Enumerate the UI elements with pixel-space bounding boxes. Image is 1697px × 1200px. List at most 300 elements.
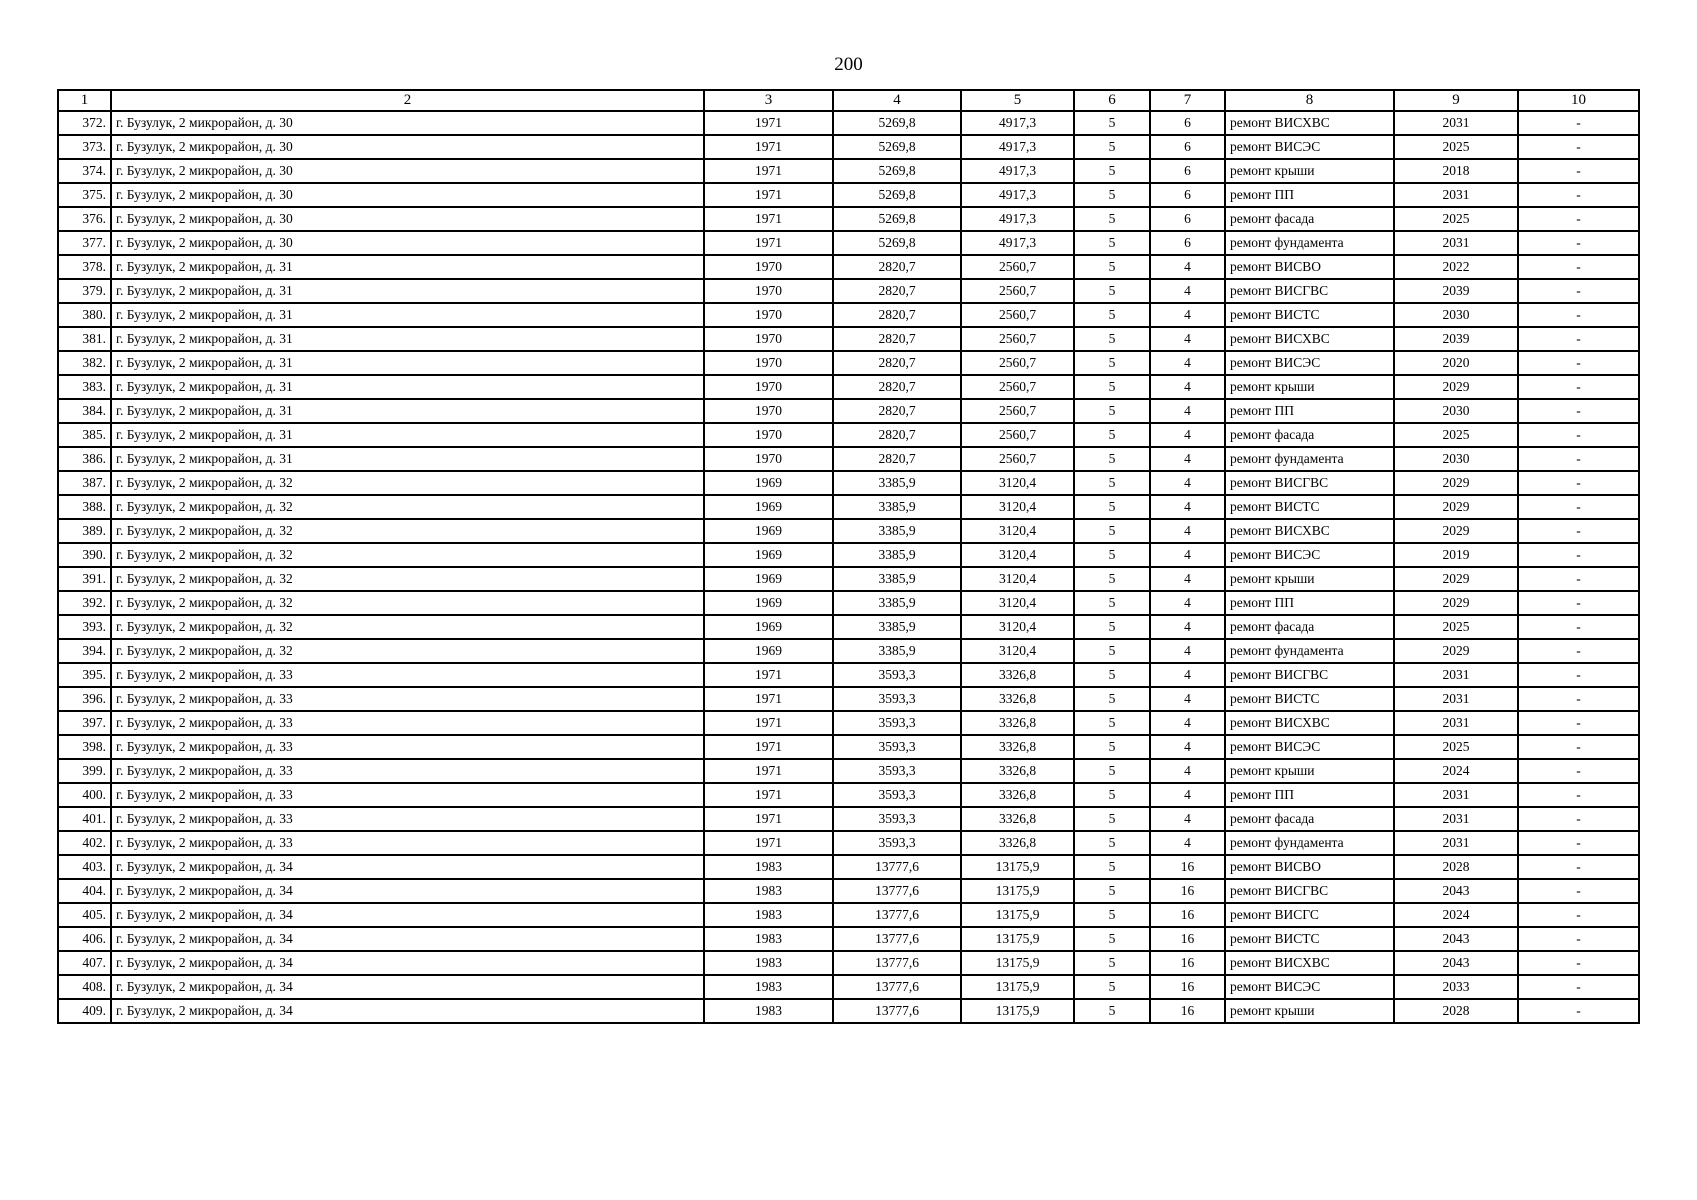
floors-cell: 5 bbox=[1074, 135, 1150, 159]
work-type-cell: ремонт фасада bbox=[1225, 615, 1394, 639]
entrances-cell: 16 bbox=[1150, 951, 1225, 975]
table-header-row bbox=[58, 90, 1639, 111]
living-area-cell: 2560,7 bbox=[961, 279, 1074, 303]
address-cell: г. Бузулук, 2 микрорайон, д. 32 bbox=[111, 519, 704, 543]
planned-year-cell: 2020 bbox=[1394, 351, 1518, 375]
row-number-cell: 382. bbox=[58, 351, 111, 375]
table-row bbox=[58, 135, 1639, 159]
living-area-cell: 2560,7 bbox=[961, 327, 1074, 351]
row-number-cell: 386. bbox=[58, 447, 111, 471]
planned-year-cell: 2039 bbox=[1394, 327, 1518, 351]
total-area-cell: 13777,6 bbox=[833, 951, 961, 975]
year-built-cell: 1970 bbox=[704, 399, 833, 423]
row-number-cell: 392. bbox=[58, 591, 111, 615]
address-cell: г. Бузулук, 2 микрорайон, д. 32 bbox=[111, 471, 704, 495]
column-10-cell: - bbox=[1518, 351, 1639, 375]
floors-cell: 5 bbox=[1074, 879, 1150, 903]
entrances-cell: 4 bbox=[1150, 279, 1225, 303]
total-area-cell: 3385,9 bbox=[833, 591, 961, 615]
work-type-cell: ремонт ВИСТС bbox=[1225, 687, 1394, 711]
work-type-cell: ремонт ПП bbox=[1225, 183, 1394, 207]
address-cell: г. Бузулук, 2 микрорайон, д. 30 bbox=[111, 231, 704, 255]
planned-year-cell: 2029 bbox=[1394, 471, 1518, 495]
address-cell: г. Бузулук, 2 микрорайон, д. 31 bbox=[111, 255, 704, 279]
total-area-cell: 5269,8 bbox=[833, 111, 961, 135]
entrances-cell: 4 bbox=[1150, 495, 1225, 519]
planned-year-cell: 2030 bbox=[1394, 399, 1518, 423]
table-row bbox=[58, 255, 1639, 279]
entrances-cell: 6 bbox=[1150, 207, 1225, 231]
row-number-cell: 385. bbox=[58, 423, 111, 447]
column-10-cell: - bbox=[1518, 855, 1639, 879]
row-number-cell: 378. bbox=[58, 255, 111, 279]
table-row bbox=[58, 903, 1639, 927]
total-area-cell: 13777,6 bbox=[833, 879, 961, 903]
entrances-cell: 16 bbox=[1150, 999, 1225, 1023]
table-row bbox=[58, 687, 1639, 711]
living-area-cell: 4917,3 bbox=[961, 231, 1074, 255]
total-area-cell: 3385,9 bbox=[833, 639, 961, 663]
total-area-cell: 2820,7 bbox=[833, 447, 961, 471]
year-built-cell: 1969 bbox=[704, 567, 833, 591]
year-built-cell: 1969 bbox=[704, 519, 833, 543]
work-type-cell: ремонт ВИСЭС bbox=[1225, 135, 1394, 159]
planned-year-cell: 2030 bbox=[1394, 447, 1518, 471]
column-10-cell: - bbox=[1518, 159, 1639, 183]
floors-cell: 5 bbox=[1074, 351, 1150, 375]
year-built-cell: 1983 bbox=[704, 951, 833, 975]
table-row bbox=[58, 351, 1639, 375]
column-10-cell: - bbox=[1518, 255, 1639, 279]
work-type-cell: ремонт ВИСХВС bbox=[1225, 327, 1394, 351]
living-area-cell: 3326,8 bbox=[961, 735, 1074, 759]
table-row bbox=[58, 855, 1639, 879]
address-cell: г. Бузулук, 2 микрорайон, д. 30 bbox=[111, 183, 704, 207]
total-area-cell: 2820,7 bbox=[833, 423, 961, 447]
address-cell: г. Бузулук, 2 микрорайон, д. 33 bbox=[111, 735, 704, 759]
table-row bbox=[58, 327, 1639, 351]
floors-cell: 5 bbox=[1074, 111, 1150, 135]
row-number-cell: 403. bbox=[58, 855, 111, 879]
living-area-cell: 13175,9 bbox=[961, 975, 1074, 999]
entrances-cell: 16 bbox=[1150, 927, 1225, 951]
planned-year-cell: 2031 bbox=[1394, 111, 1518, 135]
planned-year-cell: 2029 bbox=[1394, 567, 1518, 591]
total-area-cell: 3593,3 bbox=[833, 663, 961, 687]
year-built-cell: 1971 bbox=[704, 183, 833, 207]
entrances-cell: 4 bbox=[1150, 687, 1225, 711]
floors-cell: 5 bbox=[1074, 663, 1150, 687]
work-type-cell: ремонт ПП bbox=[1225, 399, 1394, 423]
year-built-cell: 1971 bbox=[704, 663, 833, 687]
entrances-cell: 4 bbox=[1150, 351, 1225, 375]
column-10-cell: - bbox=[1518, 543, 1639, 567]
entrances-cell: 4 bbox=[1150, 543, 1225, 567]
entrances-cell: 6 bbox=[1150, 183, 1225, 207]
address-cell: г. Бузулук, 2 микрорайон, д. 33 bbox=[111, 783, 704, 807]
living-area-cell: 2560,7 bbox=[961, 375, 1074, 399]
row-number-cell: 394. bbox=[58, 639, 111, 663]
year-built-cell: 1970 bbox=[704, 279, 833, 303]
living-area-cell: 13175,9 bbox=[961, 903, 1074, 927]
row-number-cell: 407. bbox=[58, 951, 111, 975]
column-10-cell: - bbox=[1518, 975, 1639, 999]
work-type-cell: ремонт крыши bbox=[1225, 759, 1394, 783]
column-10-cell: - bbox=[1518, 999, 1639, 1023]
column-10-cell: - bbox=[1518, 663, 1639, 687]
column-header: 9 bbox=[1394, 90, 1518, 111]
entrances-cell: 4 bbox=[1150, 783, 1225, 807]
work-type-cell: ремонт ВИСВО bbox=[1225, 255, 1394, 279]
address-cell: г. Бузулук, 2 микрорайон, д. 33 bbox=[111, 759, 704, 783]
floors-cell: 5 bbox=[1074, 567, 1150, 591]
row-number-cell: 397. bbox=[58, 711, 111, 735]
table-row bbox=[58, 231, 1639, 255]
total-area-cell: 2820,7 bbox=[833, 279, 961, 303]
work-type-cell: ремонт фундамента bbox=[1225, 231, 1394, 255]
address-cell: г. Бузулук, 2 микрорайон, д. 34 bbox=[111, 951, 704, 975]
address-cell: г. Бузулук, 2 микрорайон, д. 31 bbox=[111, 327, 704, 351]
work-type-cell: ремонт ВИСГВС bbox=[1225, 879, 1394, 903]
year-built-cell: 1971 bbox=[704, 111, 833, 135]
work-type-cell: ремонт ВИСХВС bbox=[1225, 951, 1394, 975]
row-number-cell: 409. bbox=[58, 999, 111, 1023]
row-number-cell: 393. bbox=[58, 615, 111, 639]
entrances-cell: 4 bbox=[1150, 447, 1225, 471]
table-row bbox=[58, 303, 1639, 327]
column-10-cell: - bbox=[1518, 183, 1639, 207]
work-type-cell: ремонт ВИСЭС bbox=[1225, 351, 1394, 375]
floors-cell: 5 bbox=[1074, 495, 1150, 519]
year-built-cell: 1969 bbox=[704, 615, 833, 639]
entrances-cell: 4 bbox=[1150, 831, 1225, 855]
address-cell: г. Бузулук, 2 микрорайон, д. 33 bbox=[111, 831, 704, 855]
living-area-cell: 3120,4 bbox=[961, 519, 1074, 543]
year-built-cell: 1970 bbox=[704, 447, 833, 471]
floors-cell: 5 bbox=[1074, 759, 1150, 783]
table-row bbox=[58, 183, 1639, 207]
floors-cell: 5 bbox=[1074, 543, 1150, 567]
column-10-cell: - bbox=[1518, 735, 1639, 759]
row-number-cell: 405. bbox=[58, 903, 111, 927]
planned-year-cell: 2028 bbox=[1394, 999, 1518, 1023]
planned-year-cell: 2033 bbox=[1394, 975, 1518, 999]
living-area-cell: 2560,7 bbox=[961, 399, 1074, 423]
column-10-cell: - bbox=[1518, 207, 1639, 231]
column-10-cell: - bbox=[1518, 519, 1639, 543]
column-10-cell: - bbox=[1518, 495, 1639, 519]
planned-year-cell: 2031 bbox=[1394, 807, 1518, 831]
column-10-cell: - bbox=[1518, 471, 1639, 495]
entrances-cell: 6 bbox=[1150, 135, 1225, 159]
entrances-cell: 16 bbox=[1150, 879, 1225, 903]
column-header: 4 bbox=[833, 90, 961, 111]
floors-cell: 5 bbox=[1074, 951, 1150, 975]
total-area-cell: 3593,3 bbox=[833, 807, 961, 831]
total-area-cell: 13777,6 bbox=[833, 855, 961, 879]
column-10-cell: - bbox=[1518, 831, 1639, 855]
entrances-cell: 4 bbox=[1150, 303, 1225, 327]
entrances-cell: 4 bbox=[1150, 327, 1225, 351]
total-area-cell: 5269,8 bbox=[833, 159, 961, 183]
planned-year-cell: 2043 bbox=[1394, 927, 1518, 951]
year-built-cell: 1970 bbox=[704, 303, 833, 327]
work-type-cell: ремонт крыши bbox=[1225, 159, 1394, 183]
column-10-cell: - bbox=[1518, 711, 1639, 735]
row-number-cell: 379. bbox=[58, 279, 111, 303]
table-row bbox=[58, 447, 1639, 471]
planned-year-cell: 2029 bbox=[1394, 519, 1518, 543]
year-built-cell: 1983 bbox=[704, 999, 833, 1023]
total-area-cell: 2820,7 bbox=[833, 375, 961, 399]
year-built-cell: 1970 bbox=[704, 423, 833, 447]
planned-year-cell: 2043 bbox=[1394, 879, 1518, 903]
row-number-cell: 388. bbox=[58, 495, 111, 519]
planned-year-cell: 2024 bbox=[1394, 759, 1518, 783]
address-cell: г. Бузулук, 2 микрорайон, д. 34 bbox=[111, 999, 704, 1023]
entrances-cell: 6 bbox=[1150, 111, 1225, 135]
living-area-cell: 3326,8 bbox=[961, 759, 1074, 783]
table-row bbox=[58, 663, 1639, 687]
address-cell: г. Бузулук, 2 микрорайон, д. 33 bbox=[111, 807, 704, 831]
total-area-cell: 13777,6 bbox=[833, 927, 961, 951]
column-10-cell: - bbox=[1518, 447, 1639, 471]
column-10-cell: - bbox=[1518, 639, 1639, 663]
floors-cell: 5 bbox=[1074, 975, 1150, 999]
year-built-cell: 1970 bbox=[704, 351, 833, 375]
work-type-cell: ремонт ВИСТС bbox=[1225, 927, 1394, 951]
year-built-cell: 1969 bbox=[704, 591, 833, 615]
row-number-cell: 402. bbox=[58, 831, 111, 855]
work-type-cell: ремонт крыши bbox=[1225, 567, 1394, 591]
table-row bbox=[58, 615, 1639, 639]
entrances-cell: 4 bbox=[1150, 255, 1225, 279]
table-row bbox=[58, 807, 1639, 831]
work-type-cell: ремонт ВИСЭС bbox=[1225, 975, 1394, 999]
total-area-cell: 3593,3 bbox=[833, 831, 961, 855]
table-row bbox=[58, 471, 1639, 495]
year-built-cell: 1983 bbox=[704, 855, 833, 879]
table-row bbox=[58, 591, 1639, 615]
year-built-cell: 1971 bbox=[704, 759, 833, 783]
year-built-cell: 1969 bbox=[704, 495, 833, 519]
year-built-cell: 1971 bbox=[704, 735, 833, 759]
year-built-cell: 1971 bbox=[704, 687, 833, 711]
table-row bbox=[58, 831, 1639, 855]
table-row bbox=[58, 279, 1639, 303]
column-header: 5 bbox=[961, 90, 1074, 111]
table-row bbox=[58, 159, 1639, 183]
planned-year-cell: 2019 bbox=[1394, 543, 1518, 567]
work-type-cell: ремонт фасада bbox=[1225, 423, 1394, 447]
living-area-cell: 3326,8 bbox=[961, 831, 1074, 855]
work-type-cell: ремонт фундамента bbox=[1225, 447, 1394, 471]
floors-cell: 5 bbox=[1074, 183, 1150, 207]
total-area-cell: 13777,6 bbox=[833, 975, 961, 999]
total-area-cell: 3385,9 bbox=[833, 543, 961, 567]
floors-cell: 5 bbox=[1074, 807, 1150, 831]
planned-year-cell: 2031 bbox=[1394, 711, 1518, 735]
address-cell: г. Бузулук, 2 микрорайон, д. 31 bbox=[111, 375, 704, 399]
work-type-cell: ремонт ПП bbox=[1225, 783, 1394, 807]
floors-cell: 5 bbox=[1074, 447, 1150, 471]
address-cell: г. Бузулук, 2 микрорайон, д. 31 bbox=[111, 303, 704, 327]
address-cell: г. Бузулук, 2 микрорайон, д. 34 bbox=[111, 975, 704, 999]
year-built-cell: 1969 bbox=[704, 639, 833, 663]
table-row bbox=[58, 423, 1639, 447]
table-row bbox=[58, 495, 1639, 519]
entrances-cell: 4 bbox=[1150, 615, 1225, 639]
work-type-cell: ремонт крыши bbox=[1225, 999, 1394, 1023]
living-area-cell: 3120,4 bbox=[961, 495, 1074, 519]
address-cell: г. Бузулук, 2 микрорайон, д. 33 bbox=[111, 711, 704, 735]
address-cell: г. Бузулук, 2 микрорайон, д. 34 bbox=[111, 903, 704, 927]
planned-year-cell: 2022 bbox=[1394, 255, 1518, 279]
work-type-cell: ремонт фундамента bbox=[1225, 831, 1394, 855]
column-10-cell: - bbox=[1518, 615, 1639, 639]
entrances-cell: 4 bbox=[1150, 807, 1225, 831]
planned-year-cell: 2039 bbox=[1394, 279, 1518, 303]
planned-year-cell: 2031 bbox=[1394, 663, 1518, 687]
living-area-cell: 4917,3 bbox=[961, 207, 1074, 231]
work-type-cell: ремонт ВИСВО bbox=[1225, 855, 1394, 879]
column-10-cell: - bbox=[1518, 879, 1639, 903]
living-area-cell: 2560,7 bbox=[961, 447, 1074, 471]
year-built-cell: 1971 bbox=[704, 135, 833, 159]
address-cell: г. Бузулук, 2 микрорайон, д. 34 bbox=[111, 879, 704, 903]
entrances-cell: 6 bbox=[1150, 159, 1225, 183]
floors-cell: 5 bbox=[1074, 207, 1150, 231]
floors-cell: 5 bbox=[1074, 591, 1150, 615]
living-area-cell: 2560,7 bbox=[961, 255, 1074, 279]
living-area-cell: 4917,3 bbox=[961, 159, 1074, 183]
year-built-cell: 1971 bbox=[704, 807, 833, 831]
planned-year-cell: 2025 bbox=[1394, 423, 1518, 447]
column-header: 2 bbox=[111, 90, 704, 111]
living-area-cell: 3326,8 bbox=[961, 711, 1074, 735]
row-number-cell: 390. bbox=[58, 543, 111, 567]
floors-cell: 5 bbox=[1074, 903, 1150, 927]
address-cell: г. Бузулук, 2 микрорайон, д. 31 bbox=[111, 447, 704, 471]
total-area-cell: 13777,6 bbox=[833, 903, 961, 927]
address-cell: г. Бузулук, 2 микрорайон, д. 30 bbox=[111, 207, 704, 231]
column-10-cell: - bbox=[1518, 231, 1639, 255]
year-built-cell: 1970 bbox=[704, 255, 833, 279]
total-area-cell: 5269,8 bbox=[833, 183, 961, 207]
floors-cell: 5 bbox=[1074, 831, 1150, 855]
total-area-cell: 2820,7 bbox=[833, 327, 961, 351]
total-area-cell: 3593,3 bbox=[833, 711, 961, 735]
floors-cell: 5 bbox=[1074, 639, 1150, 663]
total-area-cell: 5269,8 bbox=[833, 231, 961, 255]
entrances-cell: 4 bbox=[1150, 735, 1225, 759]
row-number-cell: 395. bbox=[58, 663, 111, 687]
work-type-cell: ремонт ВИСГВС bbox=[1225, 471, 1394, 495]
planned-year-cell: 2031 bbox=[1394, 687, 1518, 711]
planned-year-cell: 2029 bbox=[1394, 639, 1518, 663]
table-row bbox=[58, 111, 1639, 135]
table-row bbox=[58, 519, 1639, 543]
table-row bbox=[58, 879, 1639, 903]
row-number-cell: 384. bbox=[58, 399, 111, 423]
living-area-cell: 13175,9 bbox=[961, 855, 1074, 879]
work-type-cell: ремонт фасада bbox=[1225, 807, 1394, 831]
row-number-cell: 391. bbox=[58, 567, 111, 591]
column-10-cell: - bbox=[1518, 327, 1639, 351]
address-cell: г. Бузулук, 2 микрорайон, д. 32 bbox=[111, 639, 704, 663]
entrances-cell: 4 bbox=[1150, 663, 1225, 687]
address-cell: г. Бузулук, 2 микрорайон, д. 32 bbox=[111, 615, 704, 639]
planned-year-cell: 2030 bbox=[1394, 303, 1518, 327]
entrances-cell: 6 bbox=[1150, 231, 1225, 255]
repair-schedule-table bbox=[57, 89, 1640, 1024]
column-10-cell: - bbox=[1518, 591, 1639, 615]
table-row bbox=[58, 711, 1639, 735]
total-area-cell: 2820,7 bbox=[833, 351, 961, 375]
year-built-cell: 1970 bbox=[704, 327, 833, 351]
column-10-cell: - bbox=[1518, 687, 1639, 711]
year-built-cell: 1971 bbox=[704, 159, 833, 183]
entrances-cell: 16 bbox=[1150, 975, 1225, 999]
living-area-cell: 13175,9 bbox=[961, 879, 1074, 903]
floors-cell: 5 bbox=[1074, 375, 1150, 399]
row-number-cell: 404. bbox=[58, 879, 111, 903]
total-area-cell: 3385,9 bbox=[833, 567, 961, 591]
row-number-cell: 373. bbox=[58, 135, 111, 159]
planned-year-cell: 2024 bbox=[1394, 903, 1518, 927]
living-area-cell: 2560,7 bbox=[961, 423, 1074, 447]
year-built-cell: 1970 bbox=[704, 375, 833, 399]
table-row bbox=[58, 543, 1639, 567]
planned-year-cell: 2029 bbox=[1394, 495, 1518, 519]
column-header: 6 bbox=[1074, 90, 1150, 111]
living-area-cell: 3326,8 bbox=[961, 687, 1074, 711]
planned-year-cell: 2025 bbox=[1394, 735, 1518, 759]
planned-year-cell: 2025 bbox=[1394, 135, 1518, 159]
year-built-cell: 1983 bbox=[704, 879, 833, 903]
table-row bbox=[58, 399, 1639, 423]
address-cell: г. Бузулук, 2 микрорайон, д. 32 bbox=[111, 591, 704, 615]
work-type-cell: ремонт ПП bbox=[1225, 591, 1394, 615]
row-number-cell: 408. bbox=[58, 975, 111, 999]
column-10-cell: - bbox=[1518, 783, 1639, 807]
total-area-cell: 3593,3 bbox=[833, 735, 961, 759]
entrances-cell: 4 bbox=[1150, 759, 1225, 783]
entrances-cell: 4 bbox=[1150, 591, 1225, 615]
living-area-cell: 2560,7 bbox=[961, 303, 1074, 327]
floors-cell: 5 bbox=[1074, 855, 1150, 879]
total-area-cell: 3593,3 bbox=[833, 687, 961, 711]
year-built-cell: 1969 bbox=[704, 471, 833, 495]
living-area-cell: 13175,9 bbox=[961, 999, 1074, 1023]
column-10-cell: - bbox=[1518, 927, 1639, 951]
table-row bbox=[58, 639, 1639, 663]
column-header: 7 bbox=[1150, 90, 1225, 111]
floors-cell: 5 bbox=[1074, 999, 1150, 1023]
planned-year-cell: 2031 bbox=[1394, 831, 1518, 855]
floors-cell: 5 bbox=[1074, 399, 1150, 423]
entrances-cell: 4 bbox=[1150, 399, 1225, 423]
planned-year-cell: 2028 bbox=[1394, 855, 1518, 879]
column-10-cell: - bbox=[1518, 903, 1639, 927]
row-number-cell: 383. bbox=[58, 375, 111, 399]
address-cell: г. Бузулук, 2 микрорайон, д. 32 bbox=[111, 495, 704, 519]
entrances-cell: 4 bbox=[1150, 423, 1225, 447]
work-type-cell: ремонт ВИСГВС bbox=[1225, 279, 1394, 303]
floors-cell: 5 bbox=[1074, 255, 1150, 279]
table-row bbox=[58, 567, 1639, 591]
row-number-cell: 372. bbox=[58, 111, 111, 135]
